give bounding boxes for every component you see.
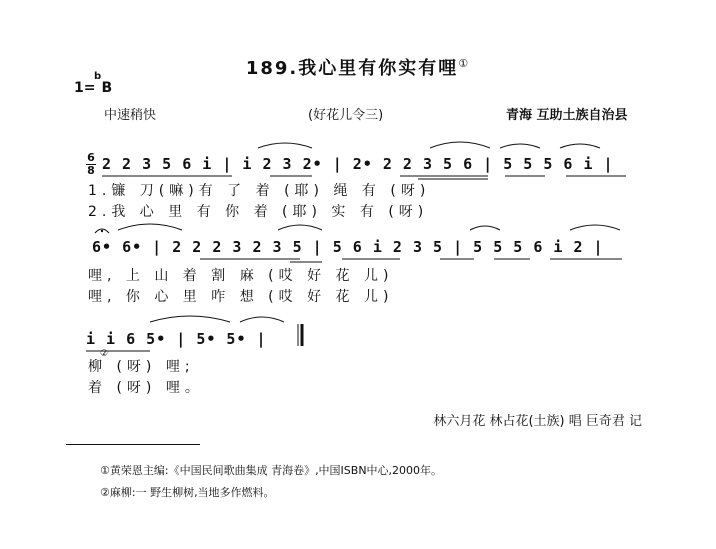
- lyric-footnote-mark: ②: [100, 349, 109, 359]
- meter-bottom: 8: [87, 164, 95, 177]
- slur-mark: [430, 142, 490, 148]
- slur-mark: [258, 143, 312, 148]
- song-subtitle: (好花儿令三): [308, 108, 384, 123]
- fermata-dot: [101, 230, 103, 232]
- flat-sign: b: [94, 71, 102, 82]
- notation-line-1: 2 2 3 5 6 i | i 2 3 2• | 2• 2 2 3 5 6 | 5 5 5 6 i |: [102, 155, 614, 173]
- meter-top: 6: [87, 151, 95, 164]
- lyric-line-2-verse-2: 哩, 你 心 里 咋 想 (哎 好 花 儿): [88, 289, 394, 305]
- slur-mark: [570, 225, 620, 230]
- slur-mark: [118, 224, 182, 230]
- tempo-marking: 中速稍快: [104, 108, 157, 123]
- lyric-line-2-verse-1: 哩, 上 山 着 割 麻 (哎 好 花 儿): [88, 268, 394, 284]
- notation-line-2: 6• 6• | 2 2 2 3 2 3 5 | 5 6 i 2 3 5 | 5 5 5 6 i 2 |: [92, 238, 604, 256]
- lyric-line-3-verse-2: 着 (呀) 哩。: [88, 380, 204, 396]
- slur-mark: [240, 317, 284, 322]
- slur-mark: [500, 144, 540, 148]
- key-prefix: 1=: [74, 80, 96, 96]
- slur-mark: [278, 225, 322, 230]
- slur-mark: [150, 316, 230, 322]
- slur-mark: [560, 144, 600, 148]
- footnote-2: ②麻柳:一 野生柳树,当地多作燃料。: [100, 486, 275, 499]
- key-tone: B: [101, 80, 113, 96]
- song-region: 青海 互助土族自治县: [506, 108, 628, 123]
- footnote-1: ①黄荣恩主编:《中国民间歌曲集成 青海卷》,中国ISBN中心,2000年。: [100, 464, 443, 477]
- song-title-text: 189.我心里有你实有哩: [245, 58, 459, 79]
- notation-line-3: i i 6 5• | 5• 5• |: [86, 330, 267, 348]
- performer-credit: 林六月花 林占花(土族) 唱 巨奇君 记: [433, 414, 642, 429]
- slur-mark: [470, 226, 500, 230]
- footnote-mark: ①: [458, 57, 471, 70]
- lyric-line-1-verse-2: 2.我 心 里 有 你 着 (耶) 实 有 (呀): [88, 204, 429, 220]
- lyric-line-3-verse-1: 柳 (呀) 哩;: [88, 359, 195, 375]
- lyric-line-1-verse-1: 1.镰 刀(嘛)有 了 着 (耶) 绳 有 (呀): [88, 183, 431, 199]
